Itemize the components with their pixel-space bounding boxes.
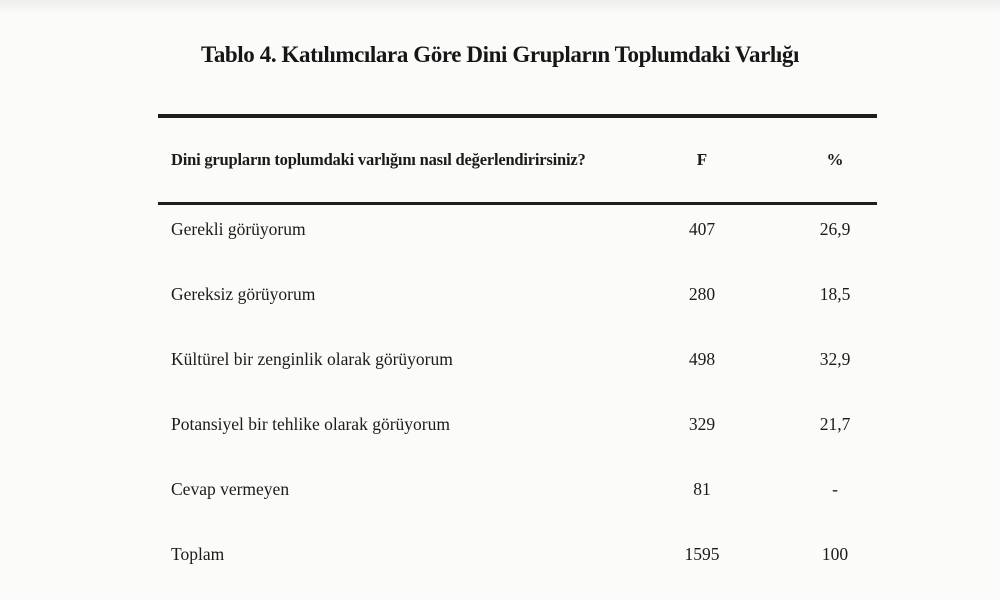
column-header-question: Dini grupların toplumdaki varlığını nasıl değerlendirirsiniz? (171, 150, 586, 169)
table-row (158, 205, 877, 270)
row-percent-value: 26,9 (819, 219, 851, 239)
row-percent-value: 21,7 (819, 414, 851, 434)
row-label: Cevap vermeyen (171, 479, 290, 499)
row-label: Kültürel bir zenginlik olarak görüyorum (171, 349, 453, 369)
table-header-row (158, 118, 877, 205)
row-percent-value: 100 (821, 544, 849, 564)
row-frequency-value: 407 (688, 219, 716, 239)
table-row (158, 530, 877, 595)
row-frequency-value: 329 (688, 414, 716, 434)
table-row (158, 270, 877, 335)
column-header-frequency: F (696, 150, 708, 169)
table-title: Tablo 4. Katılımcılara Göre Dini Grupların Toplumdaki Varlığı (200, 42, 799, 67)
row-percent-value: 32,9 (819, 349, 851, 369)
row-frequency-value: 1595 (684, 544, 720, 564)
row-percent-value: - (832, 479, 838, 499)
row-frequency-value: 498 (688, 349, 716, 369)
row-frequency-value: 81 (693, 479, 711, 499)
row-label: Toplam (171, 544, 225, 564)
table-row (158, 465, 877, 530)
row-label: Gerekli görüyorum (171, 219, 306, 239)
row-frequency-value: 280 (688, 284, 716, 304)
table-body (158, 205, 877, 595)
row-label: Potansiyel bir tehlike olarak görüyorum (171, 414, 450, 434)
table-row (158, 400, 877, 465)
row-label: Gereksiz görüyorum (171, 284, 316, 304)
table-row (158, 335, 877, 400)
data-table (158, 114, 877, 595)
row-percent-value: 18,5 (819, 284, 851, 304)
column-header-percent: % (826, 150, 844, 169)
